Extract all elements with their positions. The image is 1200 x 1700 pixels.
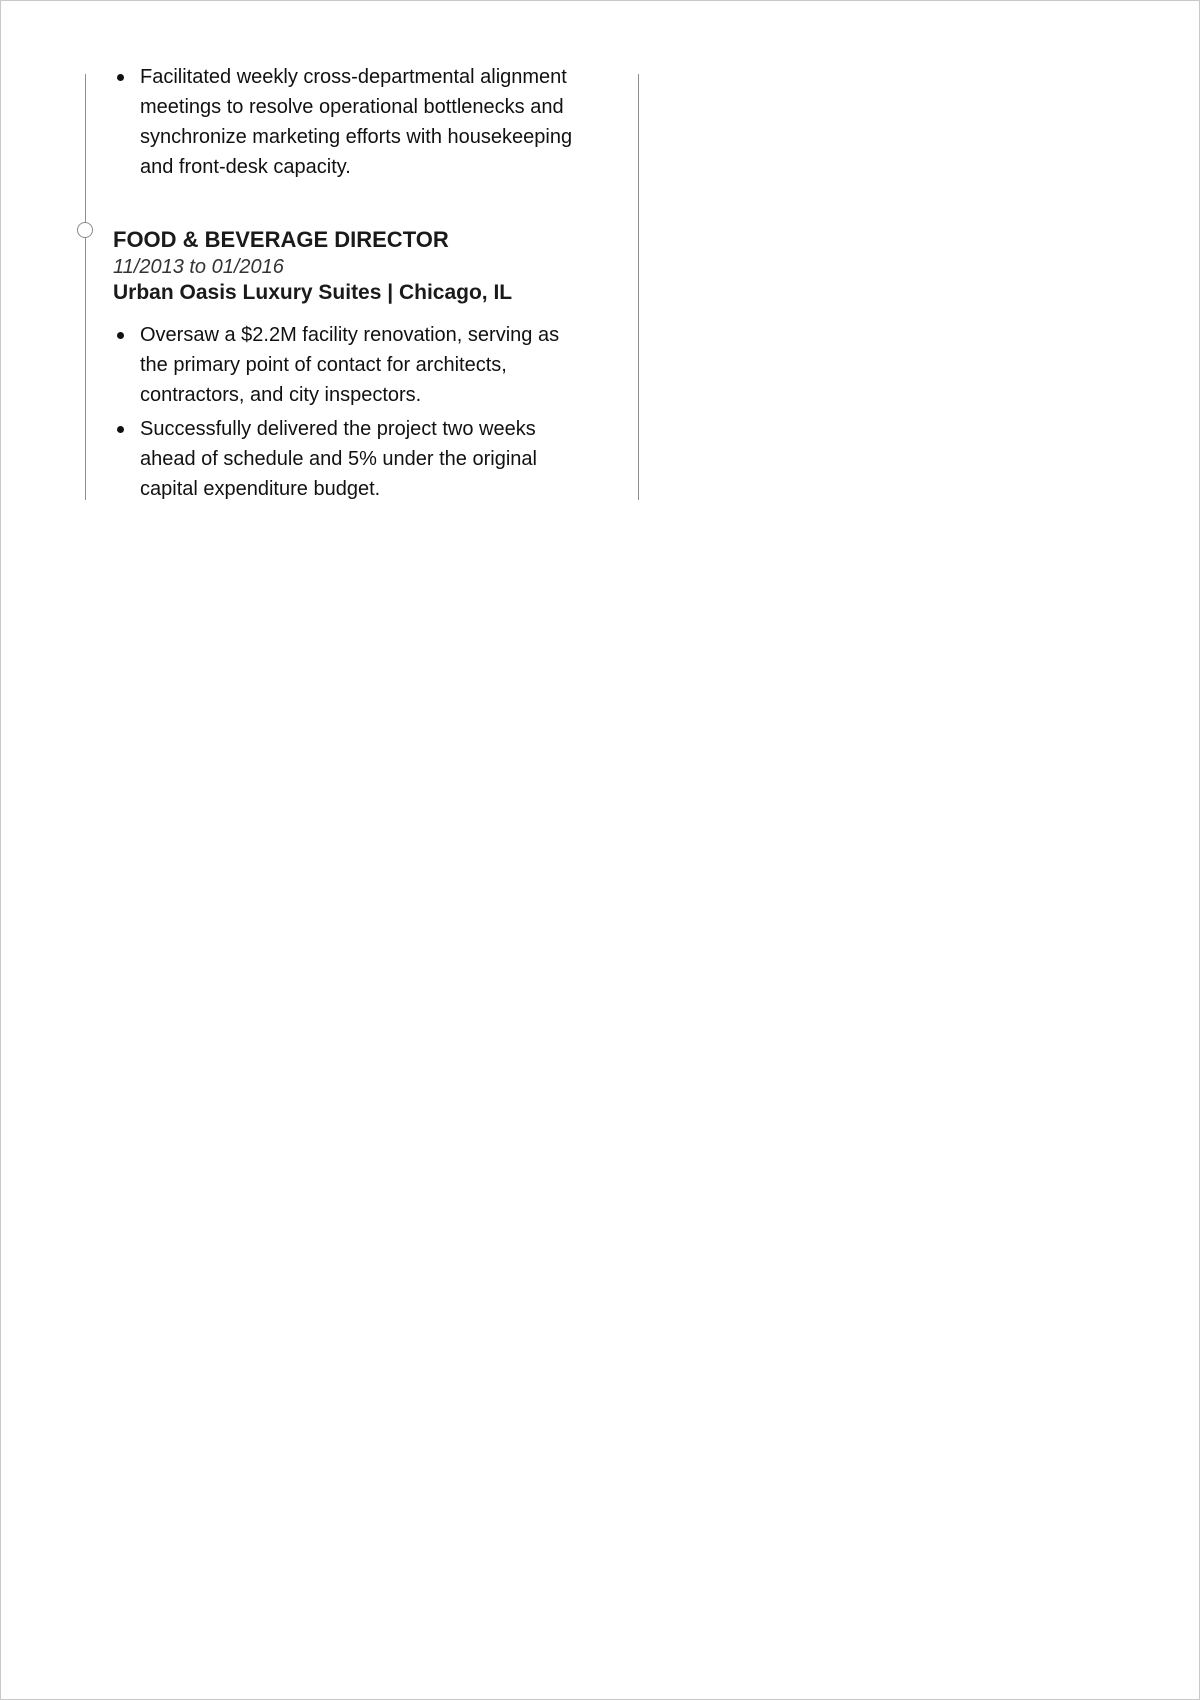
job-title: FOOD & BEVERAGE DIRECTOR [113,227,449,252]
column-divider [638,74,639,500]
list-item [113,320,583,410]
list-item [113,62,583,182]
job-dates: 11/2013 to 01/2016 [113,256,284,278]
experience-section [113,62,583,504]
timeline-marker-circle [77,222,93,238]
bullet-text: Successfully delivered the project two weeks ahead of schedule and 5% under the original capital expenditure budget. [140,418,537,500]
bullet-text: Facilitated weekly cross-departmental alignment meetings to resolve operational bottlenecks and synchronize marketing efforts with housekeeping and front-desk capacity. [140,66,573,178]
entry-bullets [113,320,583,504]
previous-entry-bullets [113,62,583,182]
bullet-text: Oversaw a $2.2M facility renovation, serving as the primary point of contact for architects, contractors, and city inspectors. [140,324,560,406]
job-company: Urban Oasis Luxury Suites | Chicago, IL [113,281,513,304]
bullet-icon [117,74,124,81]
timeline-line [85,74,86,500]
experience-entry [113,226,583,504]
bullet-icon [117,426,124,433]
list-item [113,414,583,504]
bullet-icon [117,332,124,339]
